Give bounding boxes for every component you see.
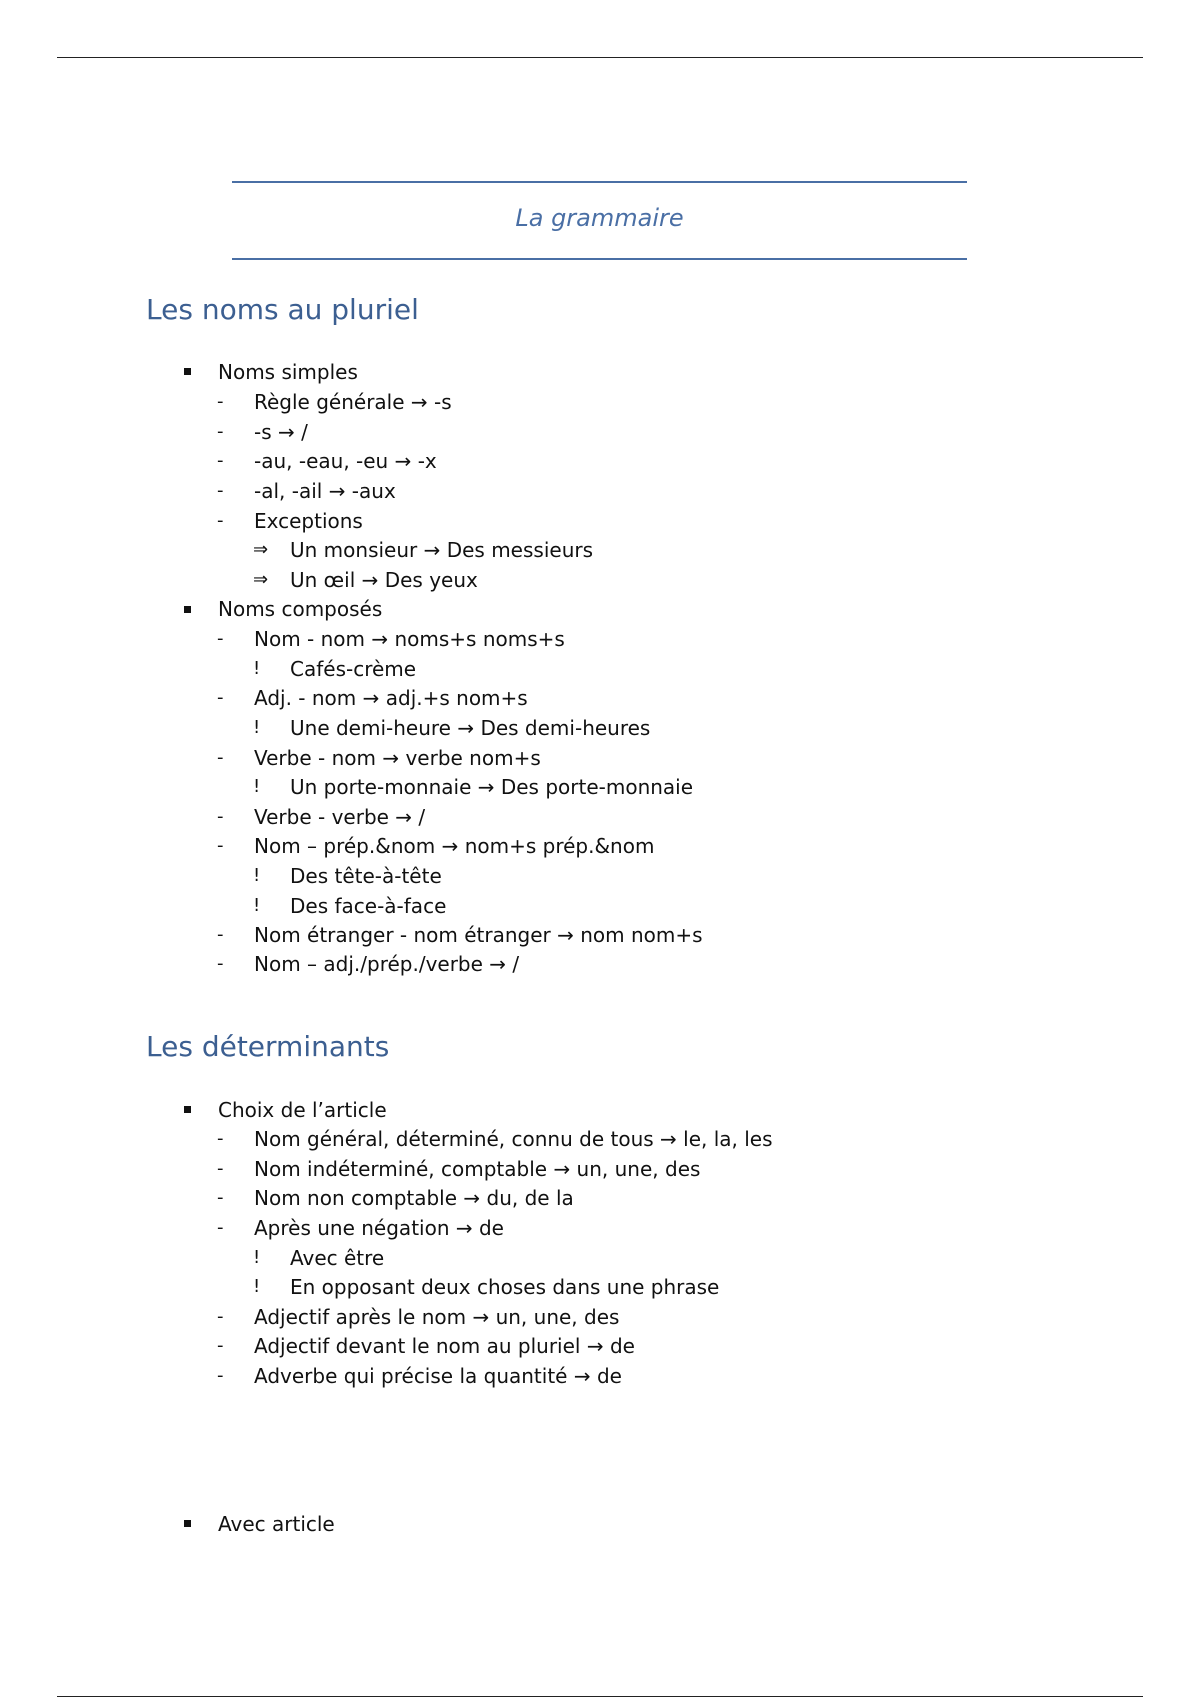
- dash-marker: -: [217, 480, 224, 501]
- exclamation-marker-icon: !: [253, 1276, 261, 1297]
- dash-marker: -: [217, 747, 224, 768]
- dash-marker: -: [217, 1158, 224, 1179]
- list-item: Nom – prép.&nom → nom+s prép.&nom: [254, 834, 655, 858]
- list-item: Avec article: [218, 1512, 335, 1536]
- square-bullet: [184, 606, 191, 613]
- list-item: -s → /: [254, 420, 308, 444]
- list-item: En opposant deux choses dans une phrase: [290, 1275, 720, 1299]
- dash-marker: -: [217, 835, 224, 856]
- list-item: -au, -eau, -eu → -x: [254, 449, 437, 473]
- dash-marker: -: [217, 450, 224, 471]
- list-item: Nom - nom → noms+s noms+s: [254, 627, 565, 651]
- list-item: Cafés-crème: [290, 657, 417, 681]
- exclamation-marker-icon: !: [253, 717, 261, 738]
- page-footer-rule: [57, 1696, 1143, 1697]
- dash-marker: -: [217, 953, 224, 974]
- exclamation-marker-icon: !: [253, 658, 261, 679]
- list-item: Adj. - nom → adj.+s nom+s: [254, 686, 528, 710]
- list-item: Verbe - nom → verbe nom+s: [254, 746, 541, 770]
- list-item: Des tête-à-tête: [290, 864, 442, 888]
- list-item: Noms composés: [218, 597, 383, 621]
- exclamation-marker-icon: !: [253, 1247, 261, 1268]
- exclamation-marker-icon: !: [253, 895, 261, 916]
- list-item: Nom général, déterminé, connu de tous → le, la, les: [254, 1127, 773, 1151]
- dash-marker: -: [217, 510, 224, 531]
- list-item: Nom – adj./prép./verbe → /: [254, 952, 520, 976]
- list-item: Nom non comptable → du, de la: [254, 1186, 574, 1210]
- list-item: Noms simples: [218, 360, 358, 384]
- dash-marker: -: [217, 628, 224, 649]
- list-item: Un œil → Des yeux: [290, 568, 478, 592]
- dash-marker: -: [217, 421, 224, 442]
- dash-marker: -: [217, 1128, 224, 1149]
- dash-marker: -: [217, 1306, 224, 1327]
- list-item: Verbe - verbe → /: [254, 805, 426, 829]
- list-item: Nom étranger - nom étranger → nom nom+s: [254, 923, 703, 947]
- document-title: La grammaire: [515, 204, 684, 232]
- list-item: Adjectif après le nom → un, une, des: [254, 1305, 620, 1329]
- page-header-rule: [57, 57, 1143, 58]
- square-bullet: [184, 368, 191, 375]
- list-item: -al, -ail → -aux: [254, 479, 396, 503]
- list-item: Un porte-monnaie → Des porte-monnaie: [290, 775, 694, 799]
- exclamation-marker-icon: !: [253, 776, 261, 797]
- list-item: Des face-à-face: [290, 894, 447, 918]
- list-item: Adjectif devant le nom au pluriel → de: [254, 1334, 635, 1358]
- list-item: Exceptions: [254, 509, 363, 533]
- section-heading-noms-pluriel: Les noms au pluriel: [146, 293, 419, 326]
- arrow-marker-icon: ⇒: [253, 539, 269, 560]
- dash-marker: -: [217, 687, 224, 708]
- dash-marker: -: [217, 924, 224, 945]
- square-bullet: [184, 1106, 191, 1113]
- list-item: Un monsieur → Des messieurs: [290, 538, 594, 562]
- dash-marker: -: [217, 806, 224, 827]
- square-bullet: [184, 1520, 191, 1527]
- list-item: Nom indéterminé, comptable → un, une, des: [254, 1157, 701, 1181]
- list-item: Adverbe qui précise la quantité → de: [254, 1364, 622, 1388]
- dash-marker: -: [217, 1335, 224, 1356]
- exclamation-marker-icon: !: [253, 865, 261, 886]
- list-item: Avec être: [290, 1246, 385, 1270]
- list-item: Une demi-heure → Des demi-heures: [290, 716, 651, 740]
- dash-marker: -: [217, 1217, 224, 1238]
- section-heading-determinants: Les déterminants: [146, 1030, 390, 1063]
- dash-marker: -: [217, 1365, 224, 1386]
- arrow-marker-icon: ⇒: [253, 569, 269, 590]
- title-box: [232, 181, 967, 260]
- dash-marker: -: [217, 1187, 224, 1208]
- list-item: Règle générale → -s: [254, 390, 452, 414]
- list-item: Choix de l’article: [218, 1098, 387, 1122]
- dash-marker: -: [217, 391, 224, 412]
- list-item: Après une négation → de: [254, 1216, 504, 1240]
